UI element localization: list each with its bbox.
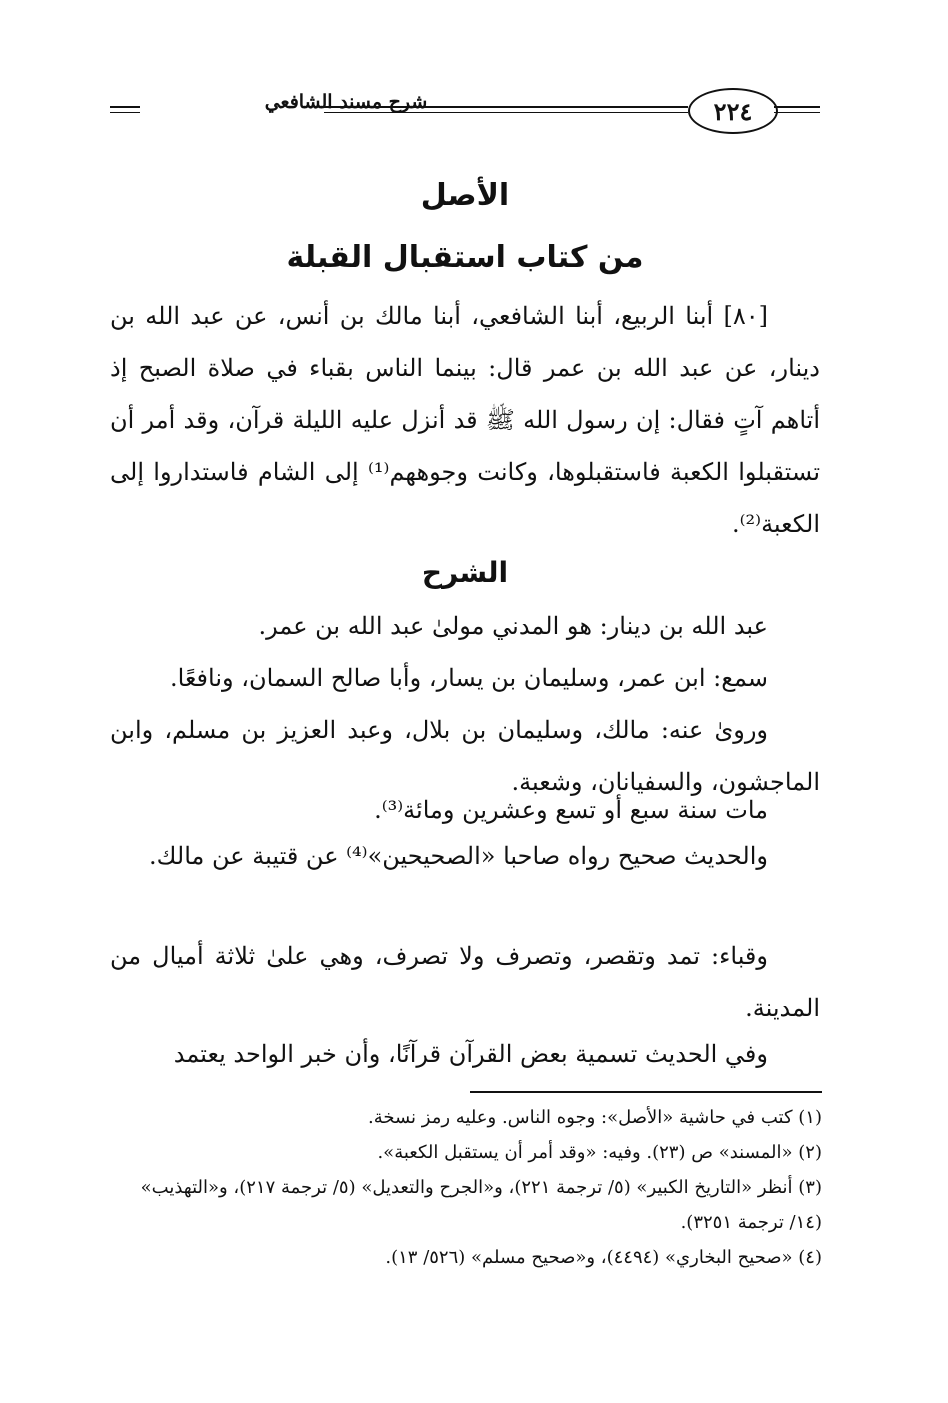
heading-asl: الأصل xyxy=(420,178,510,213)
commentary-paragraph: عبد الله بن دينار: هو المدني مولىٰ عبد الله بن عمر. xyxy=(258,612,768,640)
footnote: (٤) «صحيح البخاري» (٤٤٩٤)، و«صحيح مسلم» (٥٢٦/ ١٣). xyxy=(385,1247,822,1268)
footnotes xyxy=(110,1100,822,1275)
footnote: (٢) «المسند» ص (٢٣). وفيه: «وقد أمر أن يستقبل الكعبة». xyxy=(377,1142,822,1163)
header-rule xyxy=(110,112,140,113)
commentary-paragraph: مات سنة سبع أو تسع وعشرين ومائة⁽³⁾. xyxy=(374,796,768,824)
header-rule xyxy=(324,106,688,108)
header-rule xyxy=(774,112,820,113)
footnote: (١) كتب في حاشية «الأصل»: وجوه الناس. وعليه رمز نسخة. xyxy=(368,1107,822,1128)
book-title: شرح مسند الشافعي xyxy=(264,91,428,113)
footnote: (٣) أنظر «التاريخ الكبير» (٥/ ترجمة ٢٢١)، و«الجرح والتعديل» (٥/ ترجمة ٢١٧)، و«التهذيب» (١٤/ ترجمة ٣٢٥١). xyxy=(140,1177,822,1233)
header-rule xyxy=(110,106,140,108)
commentary-paragraph: وفي الحديث تسمية بعض القرآن قرآنًا، وأن خبر الواحد يعتمد xyxy=(173,1040,768,1068)
heading-sharh: الشرح xyxy=(421,556,509,589)
commentary-paragraph: وروىٰ عنه: مالك، وسليمان بن بلال، وعبد العزيز بن مسلم، وابن الماجشون، والسفيانان، وشعبة. xyxy=(110,716,820,796)
commentary-paragraph: والحديث صحيح رواه صاحبا «الصحيحين»⁽⁴⁾ عن قتيبة عن مالك. xyxy=(149,842,768,870)
page-number: ٢٢٤ xyxy=(688,88,778,134)
running-header xyxy=(110,88,820,136)
heading-chapter: من كتاب استقبال القبلة xyxy=(286,240,644,275)
commentary-paragraph: سمع: ابن عمر، وسليمان بن يسار، وأبا صالح السمان، ونافعًا. xyxy=(170,664,768,692)
header-rule xyxy=(774,106,820,108)
hadith-text: [٨٠] أبنا الربيع، أبنا الشافعي، أبنا مالك بن أنس، عن عبد الله بن دينار، عن عبد الله بن عمر قال: بينما الناس بقباء في صلاة الصبح إذ أتاهم آتٍ فقال: إن رسول الله ﷺ قد أنزل عليه الليلة قرآن، وقد أمر أن تستقبلوا الكعبة فاستقبلوها، وكانت وجوههم⁽¹⁾ إلى الشام فاستداروا إلى الكعبة⁽²⁾. xyxy=(110,302,820,538)
footnote-separator xyxy=(470,1091,822,1093)
commentary-paragraph: وقباء: تمد وتقصر، وتصرف ولا تصرف، وهي علىٰ ثلاثة أميال من المدينة. xyxy=(110,942,820,1022)
header-rule xyxy=(324,112,688,113)
